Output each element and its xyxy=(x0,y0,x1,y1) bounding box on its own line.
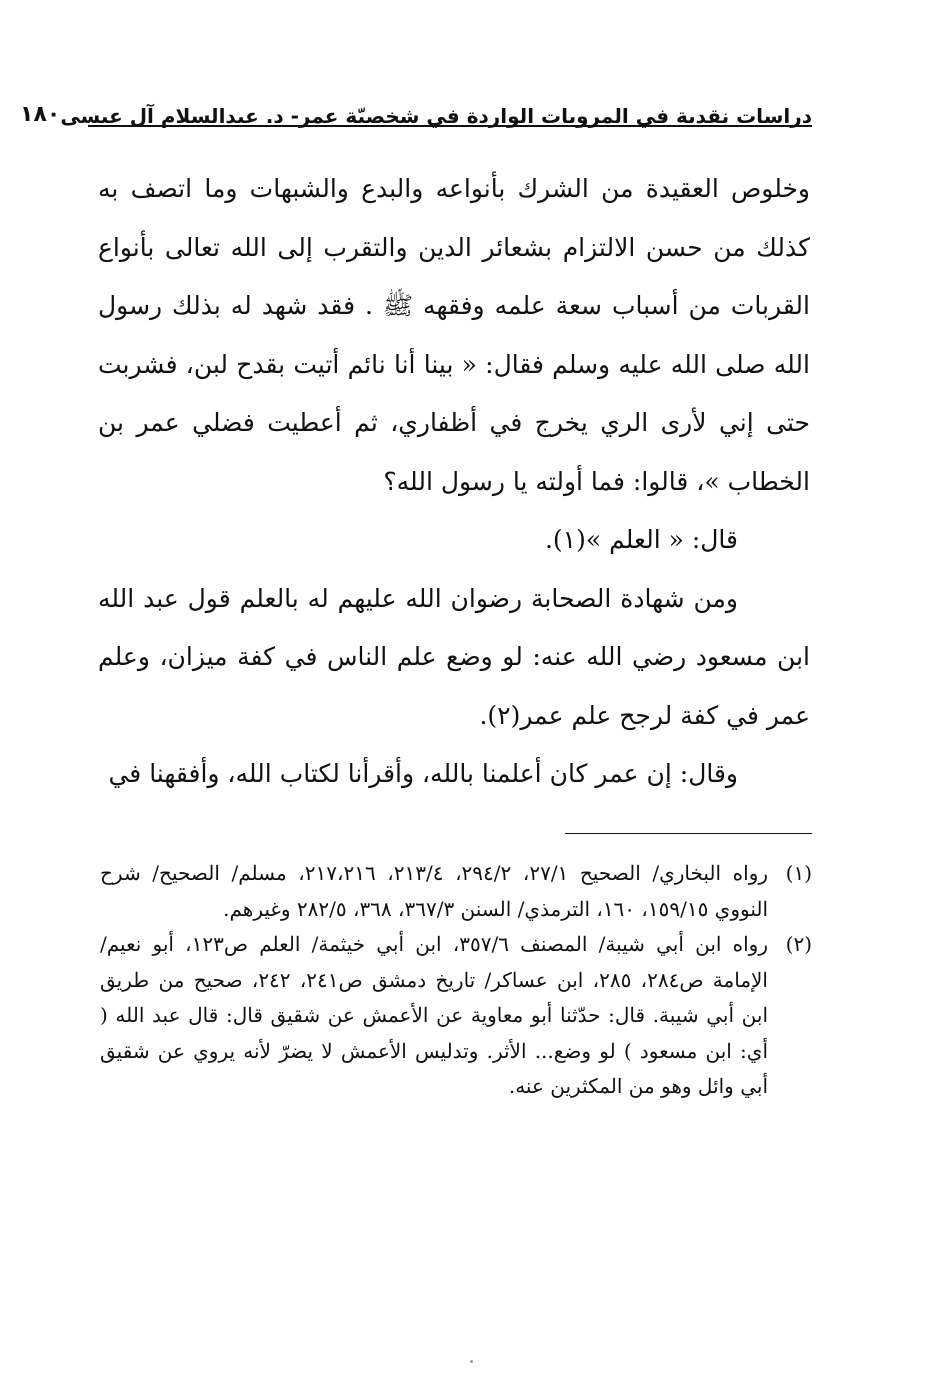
header-rule xyxy=(88,125,812,127)
footnotes xyxy=(100,856,812,1105)
footnote-text: رواه البخاري/ الصحيح ٢٧/١، ٢٩٤/٢، ٢١٣/٤، ٢١٧،٢١٦، مسلم/ الصحيح/ شرح النووي ١٥٩/١٥، ١٦٠، الترمذي/ السنن ٣٦٧/٣، ٣٦٨، ٢٨٢/٥ وغيرهم. xyxy=(100,861,769,921)
page-number: ١٨٠ xyxy=(20,102,61,127)
scan-speck xyxy=(470,1360,473,1363)
footnote-2 xyxy=(100,927,812,1105)
footnote-text: رواه ابن أبي شيبة/ المصنف ٣٥٧/٦، ابن أبي خيثمة/ العلم ص١٢٣، أبو نعيم/ الإمامة ص٢٨٤، ٢٨٥، ابن عساكر/ تاريخ دمشق ص٢٤١، ٢٤٢، صحيح من طريق ابن أبي شيبة. قال: حدّثنا أبو معاوية عن الأعمش عن شقيق قال: قال عبد الله ( أي: ابن مسعود ) لو وضع... الأثر. وتدليس الأعمش لا يضرّ لأنه يروي عن شقيق أبي وائل وهو من المكثرين عنه. xyxy=(100,932,768,1098)
running-header-title: دراسات نقدية في المرويات الواردة في شخصيّة عمر- د. عبدالسلام آل عيسى xyxy=(60,104,812,128)
paragraph-3: ومن شهادة الصحابة رضوان الله عليهم له بالعلم قول عبد الله ابن مسعود رضي الله عنه: لو وضع علم الناس في كفة ميزان، وعلم عمر في كفة لرجح علم عمر(٢). xyxy=(98,583,810,730)
main-text xyxy=(98,160,810,804)
paragraph-4: وقال: إن عمر كان أعلمنا بالله، وأقرأنا لكتاب الله، وأفقهنا في xyxy=(108,759,738,788)
footnote-separator xyxy=(565,833,812,834)
footnote-1 xyxy=(100,856,812,927)
footnote-number: (١) xyxy=(785,861,812,885)
paragraph-1: وخلوص العقيدة من الشرك بأنواعه والبدع والشبهات وما اتصف به كذلك من حسن الالتزام بشعائر الدين والتقرب إلى الله تعالى بأنواع القربات من أسباب سعة علمه وفقهه ﷺ . فقد شهد له بذلك رسول الله صلى الله عليه وسلم فقال: « بينا أنا نائم أتيت بقدح لبن، فشربت حتى إني لأرى الري يخرج في أظفاري، ثم أعطيت فضلي عمر بن الخطاب »، قالوا: فما أولته يا رسول الله؟ xyxy=(98,174,810,496)
page-header xyxy=(20,86,812,128)
footnote-number: (٢) xyxy=(785,932,812,956)
paragraph-2: قال: « العلم »(١). xyxy=(544,525,738,554)
